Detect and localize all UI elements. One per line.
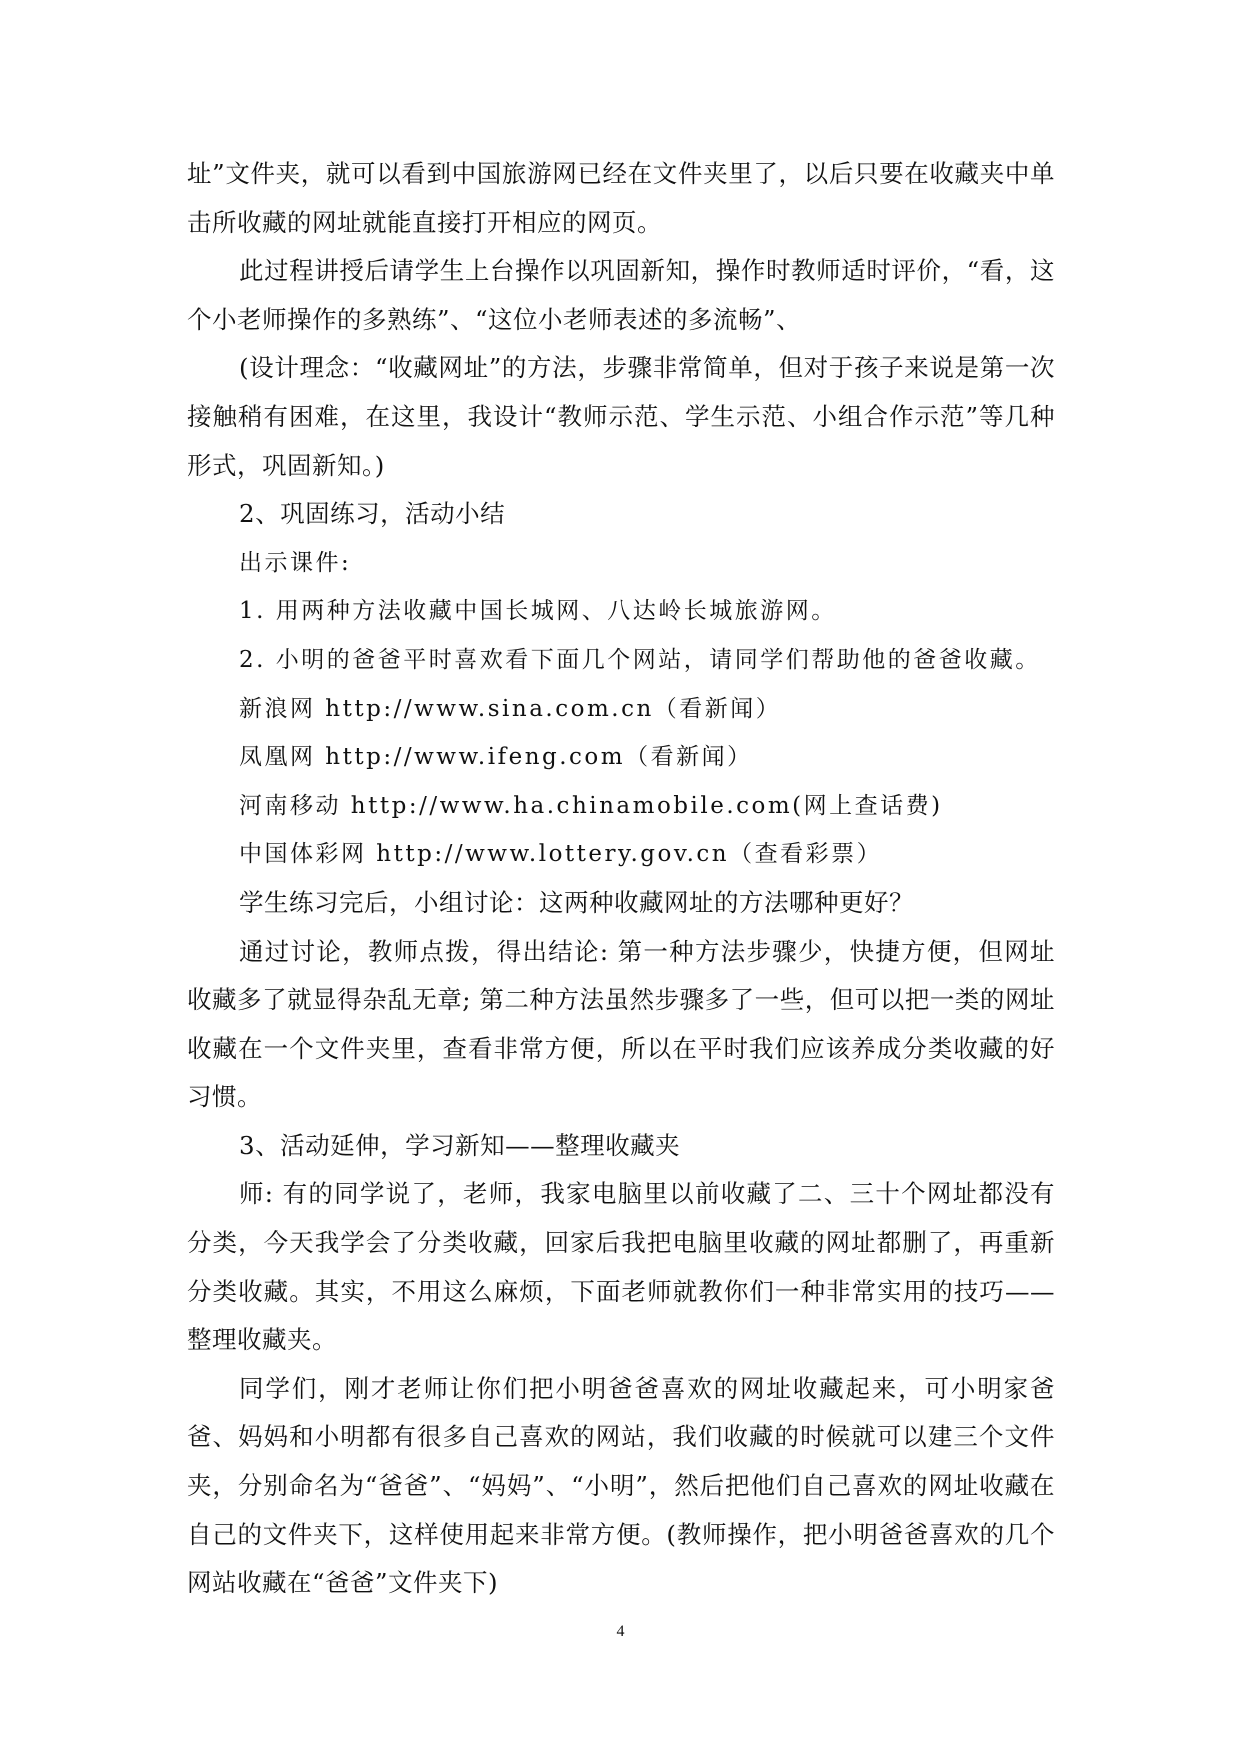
paragraph-continuation: 址”文件夹，就可以看到中国旅游网已经在文件夹里了，以后只要在收藏夹中单击所收藏的网址就能直接打开相应的网页。 (187, 159, 1055, 237)
document-body (187, 150, 1055, 1608)
paragraph-design-concept: (设计理念：“收藏网址”的方法，步骤非常简单，但对于孩子来说是第一次接触稍有困难，在这里，我设计“教师示范、学生示范、小组合作示范”等几种形式，巩固新知。) (187, 353, 1055, 480)
website-item-chinamobile: 河南移动 http://www.ha.chinamobile.com(网上查话费) (239, 792, 943, 819)
paragraph-group-discussion: 学生练习完后，小组讨论：这两种收藏网址的方法哪种更好？ (239, 887, 914, 917)
website-item-ifeng: 凤凰网 http://www.ifeng.com（看新闻） (239, 744, 753, 771)
page-number: 4 (616, 1623, 625, 1640)
paragraph-conclusion: 通过讨论，教师点拨，得出结论: 第一种方法步骤少，快捷方便，但网址收藏多了就显得杂乱无章; 第二种方法虽然步骤多了一些，但可以把一类的网址收藏在一个文件夹里，查看非常方便，所以在平时我们应该养成分类收藏的好习惯。 (187, 936, 1055, 1112)
exercise-item-1: 1. 用两种方法收藏中国长城网、八达岭长城旅游网。 (239, 598, 837, 625)
website-item-sina: 新浪网 http://www.sina.com.cn（看新闻） (239, 695, 782, 722)
section-heading-extension: 3、活动延伸，学习新知——整理收藏夹 (239, 1130, 681, 1160)
section-heading-practice: 2、巩固练习，活动小结 (239, 499, 506, 529)
paragraph-folder-example: 同学们，刚才老师让你们把小明爸爸喜欢的网址收藏起来，可小明家爸爸、妈妈和小明都有很多自己喜欢的网站，我们收藏的时候就可以建三个文件夹，分别命名为“爸爸”、“妈妈”、“小明”，然后把他们自己喜欢的网址收藏在自己的文件夹下，这样使用起来非常方便。(教师操作，把小明爸爸喜欢的几个网站收藏在“爸爸”文件夹下) (187, 1373, 1055, 1598)
courseware-label: 出示课件: (239, 549, 352, 576)
paragraph-teacher-evaluation: 此过程讲授后请学生上台操作以巩固新知，操作时教师适时评价，“看，这个小老师操作的多熟练”、“这位小老师表述的多流畅”、 (187, 256, 1055, 334)
website-item-lottery: 中国体彩网 http://www.lottery.gov.cn（查看彩票） (239, 841, 883, 868)
exercise-item-2: 2. 小明的爸爸平时喜欢看下面几个网站，请同学们帮助他的爸爸收藏。 (239, 646, 1041, 673)
paragraph-teacher-speech: 师: 有的同学说了，老师，我家电脑里以前收藏了二、三十个网址都没有分类，今天我学会了分类收藏，回家后我把电脑里收藏的网址都删了，再重新分类收藏。其实，不用这么麻烦，下面老师就教你们一种非常实用的技巧——整理收藏夹。 (187, 1179, 1055, 1355)
